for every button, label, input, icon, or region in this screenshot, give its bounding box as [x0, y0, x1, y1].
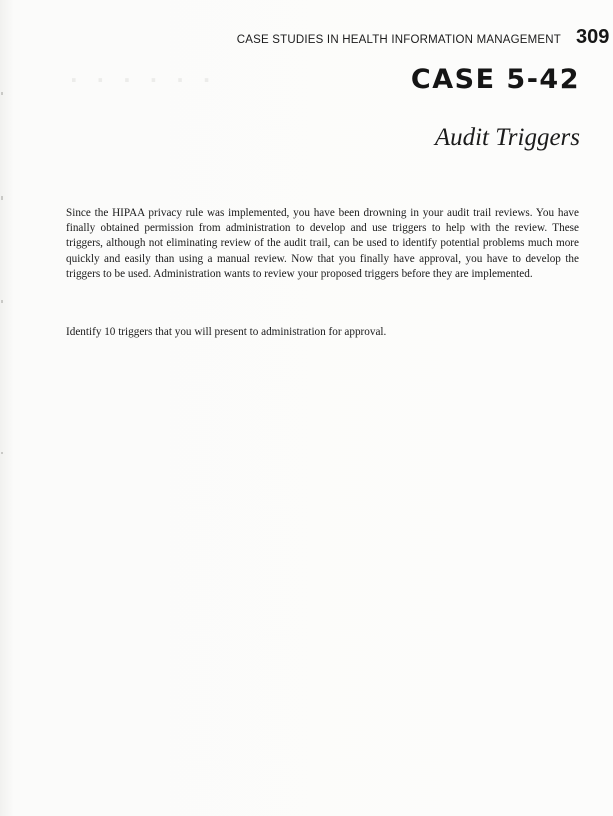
- scan-speck: [1, 452, 3, 454]
- case-number-heading: CASE 5-42: [410, 64, 580, 95]
- running-head: [0, 24, 613, 50]
- bleed-through-shadow: · · · · · ·: [70, 68, 217, 92]
- scan-speck: [1, 92, 3, 95]
- scan-speck: [1, 196, 3, 200]
- running-head-title: CASE STUDIES IN HEALTH INFORMATION MANAGEMENT: [236, 34, 561, 46]
- case-question: Identify 10 triggers that you will present to administration for approval.: [66, 326, 387, 338]
- case-title: Audit Triggers: [434, 124, 580, 151]
- scan-speck: [1, 300, 3, 303]
- scan-edge-marks: [0, 0, 10, 816]
- page-number: 309: [576, 26, 610, 48]
- case-description-paragraph: Since the HIPAA privacy rule was implemented, you have been drowning in your audit trail reviews. You have finally obtained permission from administration to develop and use triggers to help with the review. These triggers, although not eliminating review of the audit trail, can be used to identify potential problems much more quickly and easily than using a manual review. Now that you finally have approval, you have to develop the triggers to be used. Administration wants to review your proposed triggers before they are implemented.: [66, 207, 579, 280]
